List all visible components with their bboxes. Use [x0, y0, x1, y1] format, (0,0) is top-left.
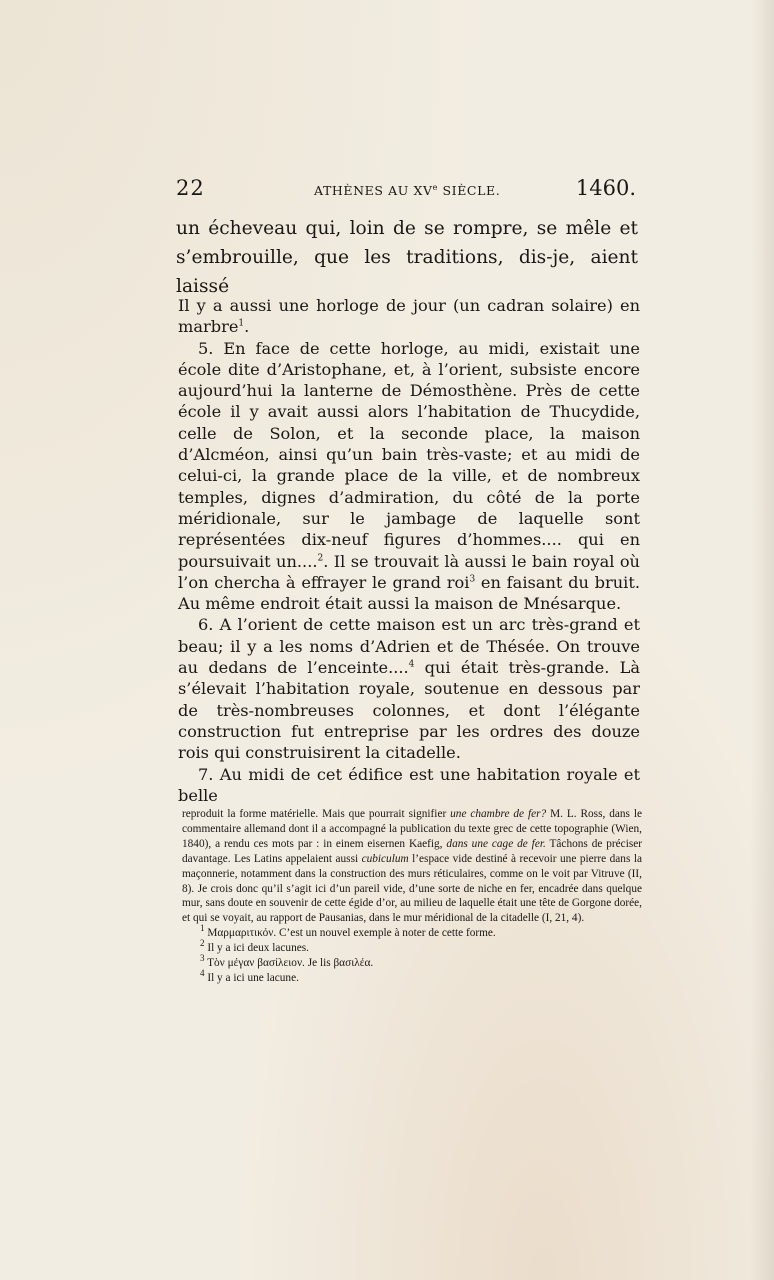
lead-paragraph: un écheveau qui, loin de se rompre, se mêle et s’embrouille, que les traditions, dis-je, aient laissé — [176, 218, 638, 297]
year-marker: 1460. — [575, 176, 636, 200]
page-edge-shadow — [750, 0, 774, 1280]
footnote-3: $^3$ Τὸν μέγαν βασίλειον. Je lis βασιλέα. — [200, 953, 374, 970]
running-title: ATHÈNES AU XVe SIÈCLE. — [314, 183, 501, 199]
main-text — [178, 295, 640, 806]
paragraph-6: 6. A l’orient de cette maison est un arc très-grand et beau; il y a les noms d’Adrien et de Thésée. On trouve au dedans de l’enceinte....$^4$ qui était très-grande. Là s’élevait l’habitation royale, soutenue en dessous par de très-nombreuses colonnes, et dont l’élégante construction fut entreprise par les ordres des douze rois qui construisirent la citadelle. — [178, 615, 641, 763]
page-number: 22 — [176, 176, 205, 200]
footnote-1: $^1$ Μαρμαριτικόν. C’est un nouvel exemple à noter de cette forme. — [200, 923, 496, 940]
footnote-ref-4: 4 — [408, 659, 415, 670]
footnote-continuation: reproduit la forme matérielle. Mais que pourrait signifier une chambre de fer? M. L. Ross, dans le commentaire allemand dont il a accompagné la publication du texte grec de cette topographie (Wien, 1840), a rendu ces mots par : in einem eisernen Kaefig, dans une cage de fer. Tâchons de préciser davantage. Les Latins appelaient aussi cubiculum l’espace vide destiné à recevoir une pierre dans la maçonnerie, notamment dans la construction des murs réticulaires, comme on le voit par Vitruve (II, 8). Je crois donc qu’il s’agit ici d’un pareil vide, d’une sorte de niche en fer, encadrée dans quelque mur, sans doute en souvenir de cette égide d’or, au milieu de laquelle était une tête de Gorgone dorée, et qui se voyait, au rapport de Pausanias, dans le mur méridional de la citadelle (I, 21, 4). — [182, 808, 643, 925]
footnote-ref-3: 3 — [469, 574, 476, 585]
footnote-2: $^2$ Il y a ici deux lacunes. — [200, 938, 309, 955]
footnotes — [182, 807, 642, 986]
paragraph-7: 7. Au midi de cet édifice est une habitation royale et belle — [178, 764, 640, 805]
paragraph-5: 5. En face de cette horloge, au midi, existait une école dite d’Aristophane, et, à l’orient, subsiste encore aujourd’hui la lanterne de Démosthène. Près de cette école il y avait aussi alors l’habitation de Thucydide, celle de Solon, et la seconde place, la maison d’Alcméon, ainsi qu’un bain très-vaste; et au midi de celui-ci, la grande place de la ville, et de nombreux temples, dignes d’admiration, du côté de la porte méridionale, sur le jambage de laquelle sont représentées dix-neuf figures d’hommes.... qui en poursuivait un....$^2$. Il se trouvait là aussi le bain royal où l’on chercha à effrayer le grand roi$^3$ en faisant du bruit. Au même endroit était aussi la maison de Mnésarque. — [178, 338, 641, 614]
paragraph-horloge: Il y a aussi une horloge de jour (un cadran solaire) en marbre$^1$. — [178, 296, 640, 337]
footnote-ref-1: 1 — [238, 318, 245, 329]
footnote-ref-2: 2 — [317, 553, 324, 564]
running-header — [176, 176, 636, 206]
footnote-4: $^4$ Il y a ici une lacune. — [200, 968, 299, 984]
